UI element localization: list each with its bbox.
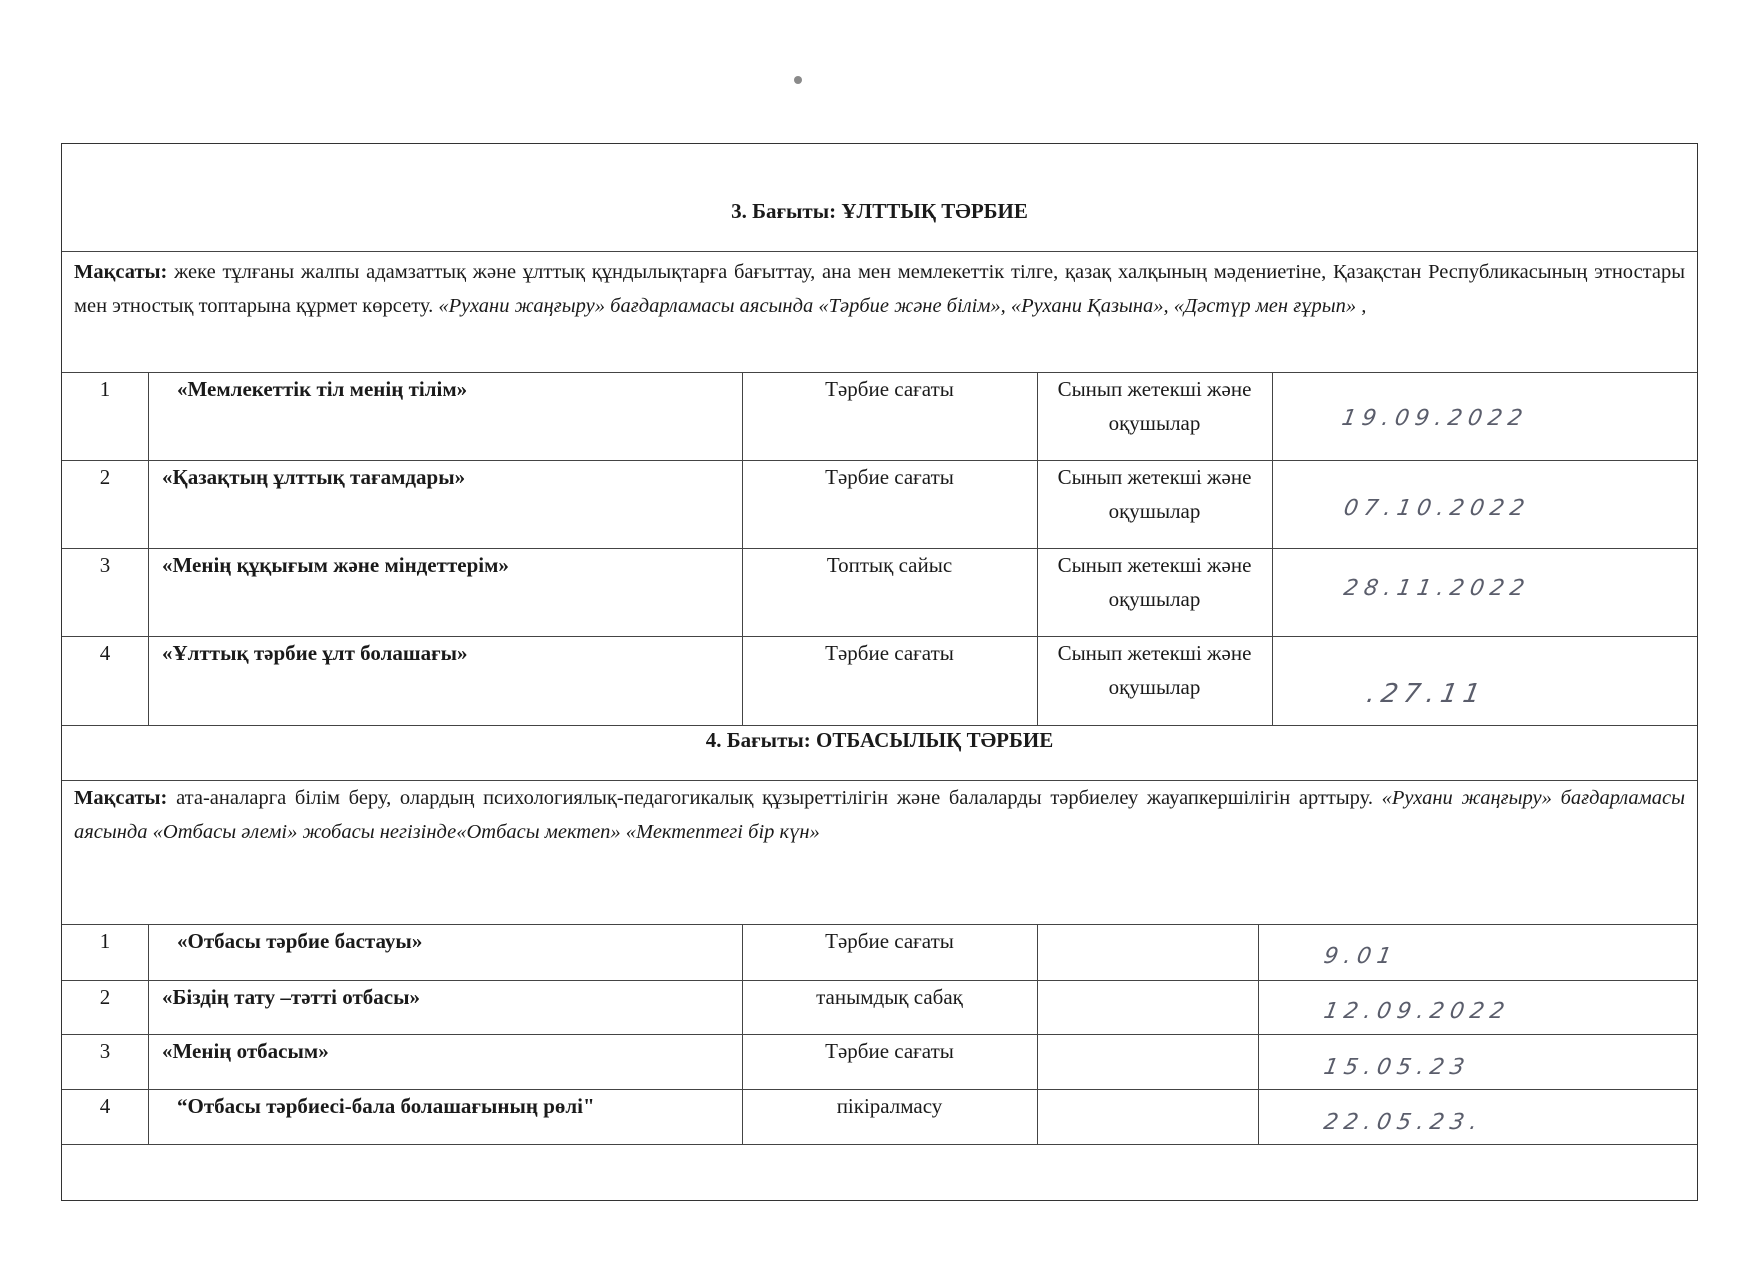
event-title: «Отбасы тәрбие бастауы» xyxy=(177,929,423,953)
goal-programs: «Рухани жаңғыру» бағдарламасы аясында «Отбасы әлемі» жобасы негізінде«Отбасы мектеп» «Мектептегі бір күн» xyxy=(74,787,1685,843)
handwritten-date: 19.09.2022 xyxy=(1339,406,1531,431)
event-form: Топтық сайыс xyxy=(826,553,953,577)
handwritten-date: 15.05.23 xyxy=(1321,1055,1473,1080)
section3-goal xyxy=(74,255,1685,323)
event-form: Тәрбие сағаты xyxy=(825,465,954,489)
row-divider xyxy=(62,1144,1697,1145)
handwritten-date: .27.11 xyxy=(1364,679,1489,709)
col-divider xyxy=(148,924,149,1144)
section4-goal xyxy=(74,781,1685,849)
event-form: Тәрбие сағаты xyxy=(825,377,954,401)
scan-dot xyxy=(794,76,802,84)
col-divider xyxy=(1037,924,1038,1144)
goal-label: Мақсаты: xyxy=(74,261,168,283)
event-title: «Қазақтың ұлттық тағамдары» xyxy=(162,465,466,489)
event-responsible: Сынып жетекші және оқушылар xyxy=(1057,641,1252,699)
row-number: 3 xyxy=(99,553,111,577)
event-form: пікіралмасу xyxy=(836,1094,943,1118)
row-number: 1 xyxy=(99,929,111,953)
row-number: 1 xyxy=(99,377,111,401)
section4-heading: 4. Бағыты: ОТБАСЫЛЫҚ ТӘРБИЕ xyxy=(705,728,1054,752)
col-divider xyxy=(1258,924,1259,1144)
section3-heading: 3. Бағыты: ҰЛТТЫҚ ТӘРБИЕ xyxy=(731,199,1028,223)
event-title: «Менің отбасым» xyxy=(162,1039,329,1063)
goal-text: ата-аналарга білім беру, олардың психологиялық-педагогикалық құзыреттілігін және балаларды тәрбиелеу жауапкершілігін арттыру. xyxy=(167,787,1382,809)
event-form: Тәрбие сағаты xyxy=(825,1039,954,1063)
row-divider xyxy=(62,725,1697,726)
col-divider xyxy=(148,372,149,725)
event-responsible: Сынып жетекші және оқушылар xyxy=(1057,377,1252,435)
event-title: «Мемлекеттік тіл менің тілім» xyxy=(177,377,468,401)
event-title: “Отбасы тәрбиесі-бала болашағының рөлі" xyxy=(177,1094,595,1118)
event-title: «Біздің тату –тәтті отбасы» xyxy=(162,985,421,1009)
goal-programs: «Рухани жаңғыру» бағдарламасы аясында «Тәрбие және білім», «Рухани Қазына», «Дәстүр мен ғұрып» , xyxy=(438,295,1367,317)
handwritten-date: 9.01 xyxy=(1321,944,1400,969)
col-divider xyxy=(1272,372,1273,725)
handwritten-date: 12.09.2022 xyxy=(1321,999,1513,1024)
divider xyxy=(62,251,1697,252)
event-responsible: Сынып жетекші және оқушылар xyxy=(1057,465,1252,523)
goal-text: жеке тұлғаны жалпы адамзаттық және ұлттық құндылықтарға бағыттау, ана мен мемлекеттік тілге, қазақ халқының мәдениетіне, Қазақстан Республикасының этностары мен этностық топтарына құрмет көрсету. xyxy=(74,261,1685,317)
handwritten-date: 28.11.2022 xyxy=(1341,576,1533,601)
goal-label: Мақсаты: xyxy=(74,787,168,809)
event-title: «Менің құқығым және міндеттерім» xyxy=(162,553,509,577)
event-title: «Ұлттық тәрбие ұлт болашағы» xyxy=(162,641,468,665)
event-form: танымдық сабақ xyxy=(816,985,963,1009)
event-form: Тәрбие сағаты xyxy=(825,929,954,953)
row-number: 3 xyxy=(99,1039,111,1063)
handwritten-date: 22.05.23. xyxy=(1321,1110,1486,1135)
row-number: 4 xyxy=(99,1094,111,1118)
row-number: 2 xyxy=(99,465,111,489)
plan-table xyxy=(61,143,1698,1201)
row-number: 4 xyxy=(99,641,111,665)
handwritten-date: 07.10.2022 xyxy=(1341,496,1533,521)
event-form: Тәрбие сағаты xyxy=(825,641,954,665)
row-number: 2 xyxy=(99,985,111,1009)
event-responsible: Сынып жетекші және оқушылар xyxy=(1057,553,1252,611)
